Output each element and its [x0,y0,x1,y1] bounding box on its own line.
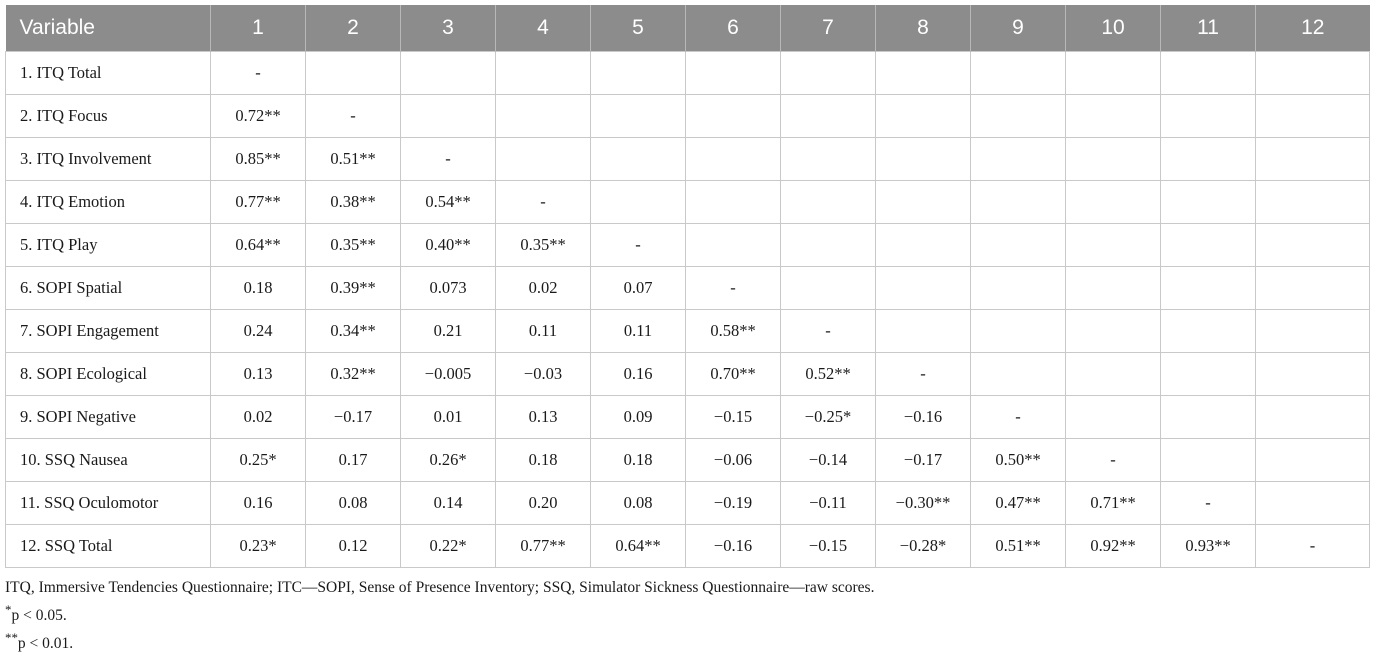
correlation-cell: 0.18 [591,438,686,481]
correlation-cell: 0.16 [211,481,306,524]
table-body [6,51,1370,567]
correlation-cell: 0.32** [306,352,401,395]
row-label: 1. ITQ Total [6,51,211,94]
significance-note-005 [5,599,874,627]
correlation-cell: −0.28* [876,524,971,567]
column-header-7: 7 [781,5,876,51]
table-header-row [6,5,1370,51]
correlation-cell: 0.54** [401,180,496,223]
table-notes [5,577,874,655]
table-row [6,223,1370,266]
correlation-cell [971,137,1066,180]
correlation-cell [1256,223,1370,266]
correlation-cell: - [1066,438,1161,481]
correlation-cell [876,94,971,137]
correlation-cell [686,180,781,223]
correlation-cell: 0.20 [496,481,591,524]
correlation-cell: - [1256,524,1370,567]
row-label: 4. ITQ Emotion [6,180,211,223]
correlation-cell: - [686,266,781,309]
column-header-12: 12 [1256,5,1370,51]
correlation-cell: 0.23* [211,524,306,567]
table-row [6,137,1370,180]
correlation-cell [1066,309,1161,352]
correlation-cell: 0.52** [781,352,876,395]
correlation-cell: 0.64** [591,524,686,567]
correlation-cell: 0.08 [306,481,401,524]
correlation-cell: 0.13 [211,352,306,395]
correlation-cell: 0.50** [971,438,1066,481]
correlation-cell [971,352,1066,395]
correlation-cell [876,266,971,309]
correlation-cell [876,180,971,223]
correlation-cell: 0.38** [306,180,401,223]
column-header-variable: Variable [19,15,95,39]
column-header-8: 8 [876,5,971,51]
correlation-cell [876,137,971,180]
correlation-cell [591,94,686,137]
correlation-cell [876,51,971,94]
correlation-cell: 0.77** [211,180,306,223]
correlation-cell [971,309,1066,352]
correlation-cell [1066,352,1161,395]
correlation-cell [876,309,971,352]
correlation-cell [971,51,1066,94]
correlation-cell [1161,51,1256,94]
column-header-4: 4 [496,5,591,51]
correlation-cell: 0.01 [401,395,496,438]
correlation-cell [971,223,1066,266]
correlation-cell: −0.14 [781,438,876,481]
correlation-cell: 0.92** [1066,524,1161,567]
correlation-cell: - [306,94,401,137]
correlation-cell: - [496,180,591,223]
column-header-10: 10 [1066,5,1161,51]
row-label: 3. ITQ Involvement [6,137,211,180]
correlation-cell [1161,223,1256,266]
correlation-cell: 0.11 [496,309,591,352]
table-row [6,94,1370,137]
column-header-6: 6 [686,5,781,51]
correlation-cell [1256,266,1370,309]
correlation-cell [1256,395,1370,438]
correlation-cell [781,223,876,266]
correlation-cell [781,51,876,94]
correlation-cell: 0.14 [401,481,496,524]
correlation-cell [1256,51,1370,94]
table-row [6,481,1370,524]
correlation-cell [781,266,876,309]
correlation-table-container [5,5,1369,568]
correlation-cell [1066,137,1161,180]
correlation-cell: 0.25* [211,438,306,481]
correlation-cell [496,94,591,137]
correlation-cell: - [876,352,971,395]
column-header-3: 3 [401,5,496,51]
correlation-cell: −0.30** [876,481,971,524]
correlation-cell [1256,309,1370,352]
column-header-5: 5 [591,5,686,51]
correlation-cell: 0.073 [401,266,496,309]
correlation-cell [591,51,686,94]
column-header-2: 2 [306,5,401,51]
correlation-cell: 0.12 [306,524,401,567]
correlation-cell [1161,94,1256,137]
correlation-cell [496,51,591,94]
correlation-cell [686,223,781,266]
correlation-cell: −0.15 [686,395,781,438]
correlation-cell: 0.40** [401,223,496,266]
correlation-cell: −0.25* [781,395,876,438]
correlation-cell: 0.11 [591,309,686,352]
correlation-cell: 0.07 [591,266,686,309]
correlation-cell: 0.47** [971,481,1066,524]
correlation-cell: 0.08 [591,481,686,524]
correlation-cell: −0.03 [496,352,591,395]
correlation-cell: 0.51** [306,137,401,180]
correlation-cell: 0.26* [401,438,496,481]
correlation-cell: - [401,137,496,180]
correlation-cell [1161,137,1256,180]
column-header-9: 9 [971,5,1066,51]
correlation-cell [1161,180,1256,223]
correlation-cell [686,51,781,94]
correlation-cell: −0.16 [876,395,971,438]
correlation-cell [1161,266,1256,309]
correlation-cell: 0.70** [686,352,781,395]
correlation-cell [1256,438,1370,481]
correlation-cell [1066,266,1161,309]
table-header [6,5,1370,51]
correlation-cell: 0.02 [496,266,591,309]
correlation-cell [591,137,686,180]
column-header-11: 11 [1161,5,1256,51]
correlation-cell [1066,94,1161,137]
table-row [6,180,1370,223]
correlation-cell [971,94,1066,137]
correlation-cell: 0.16 [591,352,686,395]
correlation-cell: 0.35** [306,223,401,266]
correlation-cell [971,266,1066,309]
row-label: 6. SOPI Spatial [6,266,211,309]
correlation-cell [1161,352,1256,395]
double-asterisk: ** [5,630,18,646]
correlation-cell: −0.19 [686,481,781,524]
row-label: 5. ITQ Play [6,223,211,266]
correlation-cell: 0.51** [971,524,1066,567]
table-row [6,309,1370,352]
correlation-cell [781,94,876,137]
correlation-cell [1256,352,1370,395]
correlation-cell [876,223,971,266]
correlation-cell: 0.71** [1066,481,1161,524]
row-label: 9. SOPI Negative [6,395,211,438]
correlation-cell: - [781,309,876,352]
correlation-cell: 0.17 [306,438,401,481]
correlation-cell [1066,223,1161,266]
correlation-cell: 0.24 [211,309,306,352]
table-row [6,51,1370,94]
correlation-cell: 0.18 [211,266,306,309]
correlation-cell: −0.06 [686,438,781,481]
correlation-cell [401,94,496,137]
correlation-cell: - [211,51,306,94]
correlation-cell: 0.34** [306,309,401,352]
correlation-cell: 0.21 [401,309,496,352]
correlation-cell [591,180,686,223]
correlation-cell [1066,180,1161,223]
correlation-cell: 0.35** [496,223,591,266]
correlation-cell [496,137,591,180]
correlation-cell [1256,481,1370,524]
correlation-cell: - [591,223,686,266]
significance-text-005: p < 0.05. [11,607,67,625]
correlation-cell [1066,51,1161,94]
table-row [6,524,1370,567]
correlation-cell: 0.02 [211,395,306,438]
row-label: 7. SOPI Engagement [6,309,211,352]
significance-text-001: p < 0.01. [17,635,74,653]
correlation-table [5,5,1370,568]
correlation-cell [1161,309,1256,352]
correlation-cell [1256,94,1370,137]
correlation-cell [306,51,401,94]
table-row [6,395,1370,438]
row-label: 11. SSQ Oculomotor [6,481,211,524]
correlation-cell: 0.39** [306,266,401,309]
significance-note-001 [5,627,874,655]
correlation-cell: - [971,395,1066,438]
correlation-cell [1161,438,1256,481]
correlation-cell: −0.15 [781,524,876,567]
correlation-cell [1066,395,1161,438]
correlation-cell: −0.005 [401,352,496,395]
column-header-1: 1 [211,5,306,51]
correlation-cell: −0.17 [306,395,401,438]
correlation-cell [1256,137,1370,180]
row-label: 10. SSQ Nausea [6,438,211,481]
correlation-cell [781,180,876,223]
correlation-cell: 0.22* [401,524,496,567]
correlation-cell [401,51,496,94]
correlation-cell: −0.16 [686,524,781,567]
single-asterisk: * [5,602,12,617]
table-row [6,266,1370,309]
row-label: 12. SSQ Total [6,524,211,567]
table-row [6,352,1370,395]
correlation-cell: 0.85** [211,137,306,180]
correlation-cell: 0.18 [496,438,591,481]
correlation-cell: 0.93** [1161,524,1256,567]
correlation-cell [971,180,1066,223]
correlation-cell [1161,395,1256,438]
correlation-cell: - [1161,481,1256,524]
correlation-cell: 0.77** [496,524,591,567]
correlation-cell [1256,180,1370,223]
table-row [6,438,1370,481]
correlation-cell: 0.72** [211,94,306,137]
correlation-cell [686,94,781,137]
abbreviations-note: ITQ, Immersive Tendencies Questionnaire; ITC—SOPI, Sense of Presence Inventory; SSQ, Simulator Sickness Questionnaire—raw scores. [5,579,875,596]
correlation-cell: 0.09 [591,395,686,438]
correlation-cell [686,137,781,180]
correlation-cell: 0.64** [211,223,306,266]
correlation-cell: 0.13 [496,395,591,438]
correlation-cell: −0.11 [781,481,876,524]
correlation-cell: 0.58** [686,309,781,352]
correlation-cell: −0.17 [876,438,971,481]
correlation-cell [781,137,876,180]
row-label: 2. ITQ Focus [6,94,211,137]
row-label: 8. SOPI Ecological [6,352,211,395]
